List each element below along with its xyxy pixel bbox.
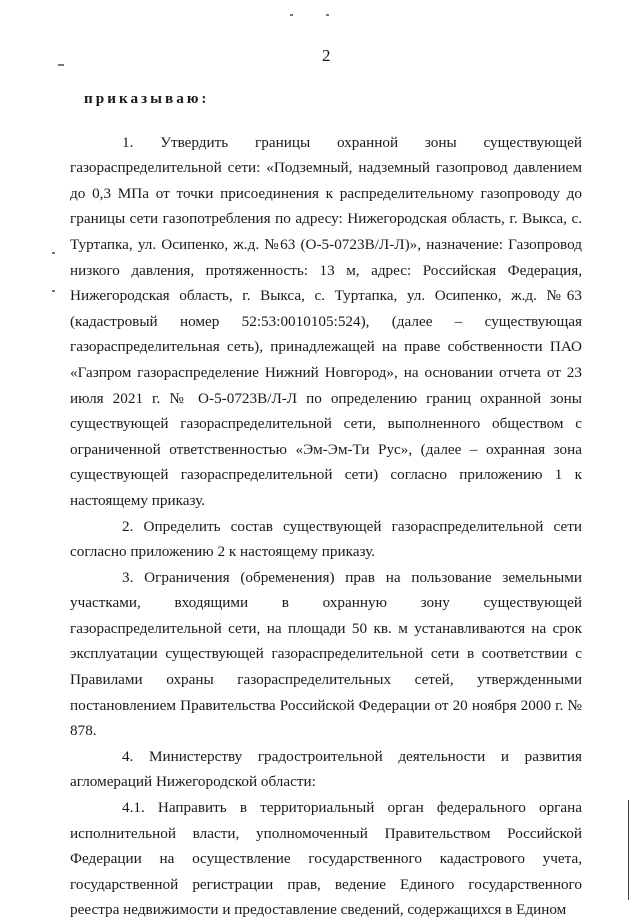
scan-mark (326, 14, 329, 16)
scan-mark (52, 252, 55, 254)
paragraph-4-1: 4.1. Направить в территориальный орган федерального органа исполнительной власти, уполномоченный Правительством Российской Федерации на осуществление государственного кадастрового учета, государственной регистрации прав, ведение Единого государственного реестра недвижимости и предоставление сведений, содержащихся в Едином (70, 799, 582, 919)
document-body (70, 86, 582, 923)
order-heading: приказываю: (84, 90, 210, 107)
scan-mark (52, 290, 55, 292)
page-number: 2 (322, 46, 331, 65)
paragraph-1: 1. Утвердить границы охранной зоны существующей газораспределительной сети: «Подземный, надземный газопровод давлением до 0,3 МПа от точки присоединения к распределительному газопроводу до границы сети газопотребления по адресу: Нижегородская область, г. Выкса, с. Туртапка, ул. Осипенко, ж.д. №63 (О-5-0723В/Л-Л)», назначение: Газопровод низкого давления, протяженность: 13 м, адрес: Российская Федерация, Нижегородская область, г. Выкса, с. Туртапка, ул. Осипенко, ж.д. №63 (кадастровый номер 52:53:0010105:524), (далее – существующая газораспределительная сеть), принадлежащей на праве собственности ПАО «Газпром газораспределение Нижний Новгород», на основании отчета от 23 июля 2021 г. № О-5-0723В/Л-Л по определению границ охранной зоны существующей газораспределительной сети, выполненного обществом с ограниченной ответственностью «Эм-Эм-Ти Рус», (далее – охранная зона существующей газораспределительной сети) согласно приложению 1 к настоящему приказу. (70, 133, 582, 509)
paragraph-3: 3. Ограничения (обременения) прав на пользование земельными участками, входящими в охранную зону существующей газораспределительной сети, на площади 50 кв. м устанавливаются на срок эксплуатации существующей газораспределительной сети в соответствии с Правилами охраны газораспределительных сетей, утвержденными постановлением Правительства Российской Федерации от 20 ноября 2000 г. № 878. (70, 568, 582, 740)
paragraph-4: 4. Министерству градостроительной деятельности и развития агломераций Нижегородской области: (70, 747, 582, 791)
scan-edge-line (628, 800, 629, 900)
paragraph-2: 2. Определить состав существующей газораспределительной сети согласно приложению 2 к настоящему приказу. (70, 517, 582, 561)
scan-mark (58, 64, 64, 66)
scan-mark (290, 14, 293, 16)
